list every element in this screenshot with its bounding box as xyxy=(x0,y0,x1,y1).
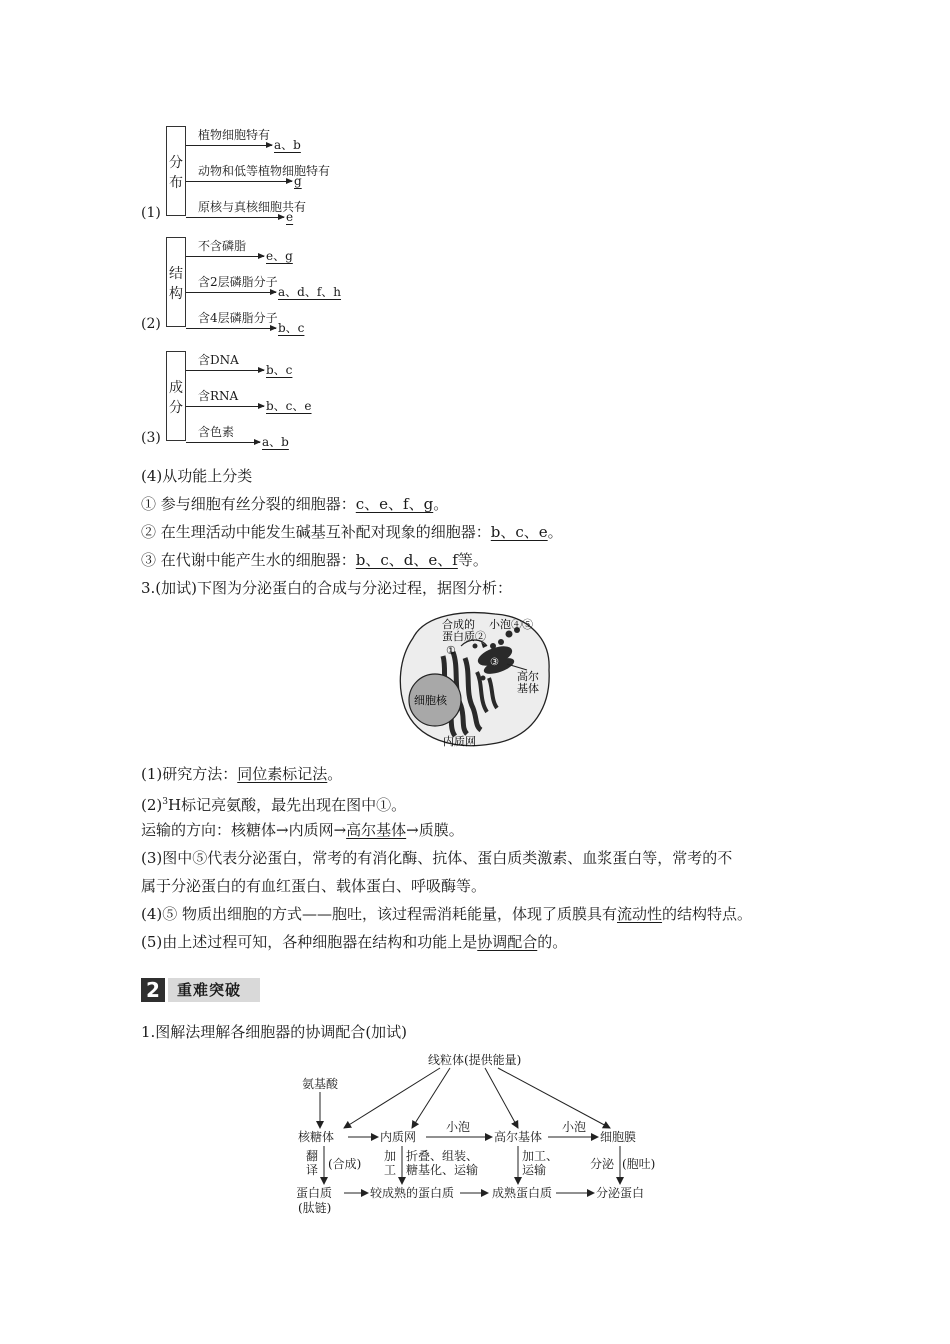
arrowhead-icon xyxy=(270,289,277,295)
function-item-3: ③ 在代谢中能产生水的细胞器：b、c、d、e、f等。 xyxy=(141,551,488,569)
peptide-label: (肽链) xyxy=(298,1201,332,1215)
answer-3-line-1: (3)图中⑤代表分泌蛋白，常考的有消化酶、抗体、蛋白质类激素、血浆蛋白等，常考的不 xyxy=(141,849,733,867)
question-1-title: 1.图解法理解各细胞器的协调配合(加试) xyxy=(141,1023,408,1041)
ribosome-node: 核糖体 xyxy=(298,1130,335,1144)
group-number: (2) xyxy=(141,316,161,332)
label-golgi-2: 基体 xyxy=(517,682,539,695)
answer-2: $(2)^3H$标记亮氨酸，最先出现在图中①。 xyxy=(141,796,407,814)
er-fold-label-1: 折叠、组装、 xyxy=(406,1149,479,1163)
group-number: (3) xyxy=(141,430,161,446)
group-row-result: a、b xyxy=(262,435,289,449)
answer-blank: 流动性 xyxy=(617,905,663,923)
group-row-label: 动物和低等植物细胞特有 xyxy=(198,164,331,178)
amino-acid-node: 氨基酸 xyxy=(302,1077,339,1091)
label-three: ③ xyxy=(490,657,499,668)
cell-illustration xyxy=(395,608,555,750)
membrane-node: 细胞膜 xyxy=(600,1130,637,1144)
answer-5: (5)由上述过程可知，各种细胞器在结构和功能上是协调配合的。 xyxy=(141,933,568,951)
group-row-arrow xyxy=(186,370,264,371)
er-process-label-2: 工 xyxy=(384,1163,397,1177)
group-row-result: b、c xyxy=(278,321,305,335)
section-number-badge: 2 xyxy=(141,978,165,1002)
label-vesicle: 小泡④⑤ xyxy=(489,618,533,631)
answer-blank: b、c、d、e、f xyxy=(355,551,458,569)
arrowhead-icon xyxy=(278,214,285,220)
group-row-arrow xyxy=(186,145,272,146)
group-category-char: 分 xyxy=(169,400,183,416)
group-row-result: a、b xyxy=(274,138,301,152)
golgi-node: 高尔基体 xyxy=(494,1130,543,1144)
group-row-label: 含RNA xyxy=(198,389,239,403)
mito-node: 线粒体(提供能量) xyxy=(428,1053,522,1067)
golgi-process-label-2: 运输 xyxy=(522,1163,547,1177)
er-node: 内质网 xyxy=(380,1130,417,1144)
group-row-arrow xyxy=(186,292,276,293)
vesicle-label-2: 小泡 xyxy=(562,1120,587,1134)
translate-label-1: 翻 xyxy=(306,1149,319,1163)
group-row-result: a、d、f、h xyxy=(278,285,342,299)
label-er: 内质网 xyxy=(443,735,476,748)
er-process-label-1: 加 xyxy=(384,1149,397,1163)
answer-blank: 同位素标记法 xyxy=(237,765,328,783)
label-protein-2: 蛋白质② xyxy=(442,630,486,643)
synthesis-label: (合成) xyxy=(328,1157,362,1171)
function-item-1: ① 参与细胞有丝分裂的细胞器：c、e、f、g。 xyxy=(141,495,449,513)
answer-4: (4)⑤ 物质出细胞的方式——胞吐，该过程需消耗能量，体现了质膜具有流动性的结构特点。 xyxy=(141,905,753,923)
group-row-result: e、g xyxy=(266,249,293,263)
group-row-result: g xyxy=(294,174,302,188)
group-row-result: b、c、e xyxy=(266,399,312,413)
arrowhead-icon xyxy=(286,178,293,184)
function-item-2: ② 在生理活动中能发生碱基互补配对现象的细胞器：b、c、e。 xyxy=(141,523,563,541)
arrowhead-icon xyxy=(258,367,265,373)
question-3-title: 3.(加试)下图为分泌蛋白的合成与分泌过程，据图分析： xyxy=(141,579,513,597)
label-protein-1: 合成的 xyxy=(442,618,475,631)
group-row-label: 植物细胞特有 xyxy=(198,128,271,142)
group-row-arrow xyxy=(186,328,276,329)
immature-protein-node: 较成熟的蛋白质 xyxy=(370,1186,455,1200)
organelle-flowchart xyxy=(280,1048,680,1218)
group-row-label: 含色素 xyxy=(198,425,235,439)
arrowhead-icon xyxy=(266,142,273,148)
group-row-label: 原核与真核细胞共有 xyxy=(198,200,307,214)
secreted-protein-node: 分泌蛋白 xyxy=(596,1186,645,1200)
exocytosis-label: (胞吐) xyxy=(622,1157,656,1171)
arrowhead-icon xyxy=(258,403,265,409)
section-title: 重难突破 xyxy=(168,978,260,1002)
arrowhead-icon xyxy=(270,325,277,331)
function-heading: (4)从功能上分类 xyxy=(141,467,253,485)
group-category-char: 分 xyxy=(169,155,183,171)
answer-blank: 协调配合 xyxy=(477,933,538,951)
group-category-char: 布 xyxy=(169,175,183,191)
mature-protein-node: 成熟蛋白质 xyxy=(492,1186,553,1200)
group-category-char: 结 xyxy=(169,266,183,282)
secrete-label: 分泌 xyxy=(590,1157,615,1171)
arrowhead-icon xyxy=(258,253,265,259)
arrowhead-icon xyxy=(254,439,261,445)
label-one: ① xyxy=(446,644,456,657)
answer-blank: 高尔基体 xyxy=(346,821,407,839)
group-row-arrow xyxy=(186,406,264,407)
answer-blank: c、e、f、g xyxy=(355,495,434,513)
group-row-result: e xyxy=(286,210,294,224)
answer-3-line-2: 属于分泌蛋白的有血红蛋白、载体蛋白、呼吸酶等。 xyxy=(141,877,487,895)
vesicle-label-1: 小泡 xyxy=(446,1120,471,1134)
label-golgi-1: 高尔 xyxy=(517,670,539,683)
golgi-process-label-1: 加工、 xyxy=(522,1149,559,1163)
answer-1: (1)研究方法：同位素标记法。 xyxy=(141,765,343,783)
group-row-arrow xyxy=(186,256,264,257)
group-row-label: 含4层磷脂分子 xyxy=(198,311,278,325)
group-row-arrow xyxy=(186,442,260,443)
group-category-char: 成 xyxy=(169,380,183,396)
answer-blank: b、c、e xyxy=(490,523,548,541)
group-row-arrow xyxy=(186,217,284,218)
group-category-char: 构 xyxy=(169,286,183,302)
er-fold-label-2: 糖基化、运输 xyxy=(406,1163,479,1177)
answer-2-transport: 运输的方向：核糖体→内质网→高尔基体→质膜。 xyxy=(141,821,464,839)
protein-node: 蛋白质 xyxy=(296,1186,333,1200)
group-row-result: b、c xyxy=(266,363,293,377)
translate-label-2: 译 xyxy=(306,1163,319,1177)
group-row-label: 不含磷脂 xyxy=(198,239,247,253)
group-row-arrow xyxy=(186,181,292,182)
label-nucleus: 细胞核 xyxy=(414,694,447,707)
group-row-label: 含DNA xyxy=(198,353,239,367)
group-row-label: 含2层磷脂分子 xyxy=(198,275,278,289)
group-number: (1) xyxy=(141,205,161,221)
